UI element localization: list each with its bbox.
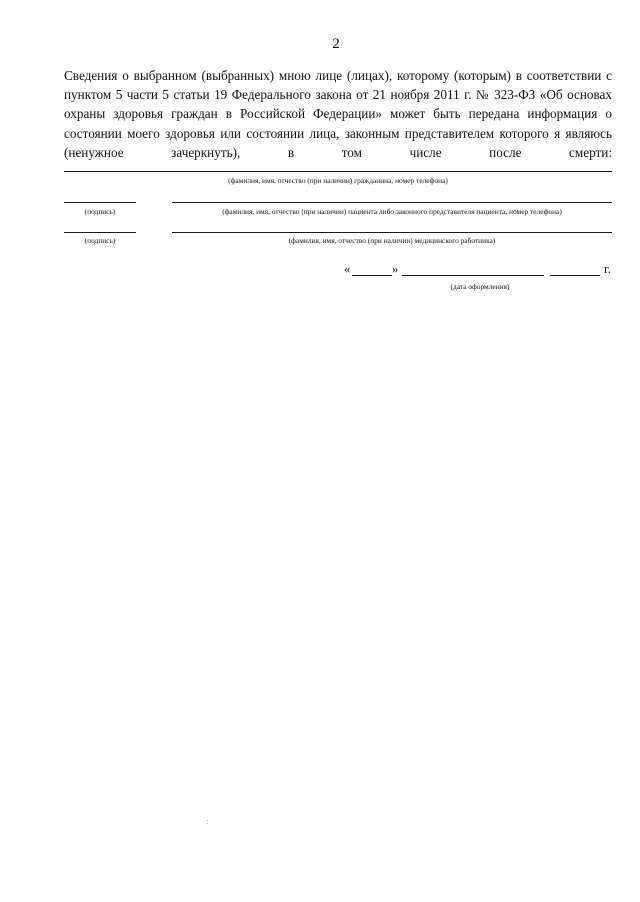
- signature-caption-1: (подпись): [84, 207, 116, 216]
- signature-caption-2: (подпись): [84, 236, 116, 245]
- page-number: 2: [332, 36, 340, 52]
- medical-worker-name-caption: (фамилия, имя, отчество (при наличии) медицинского работника): [288, 236, 496, 245]
- medical-worker-name-line[interactable]: [172, 232, 612, 233]
- citizen-name-line[interactable]: [64, 171, 612, 172]
- date-year-line[interactable]: [550, 275, 600, 276]
- date-row: [340, 262, 615, 278]
- signature-line-1[interactable]: [64, 202, 136, 203]
- date-open-quote: «: [344, 262, 351, 276]
- signature-line-2[interactable]: [64, 232, 136, 233]
- date-year-suffix: г.: [604, 262, 611, 276]
- date-close-quote: »: [392, 262, 399, 276]
- consent-paragraph: Сведения о выбранном (выбранных) мною лице (лицах), которому (которым) в соответствии с пунктом 5 части 5 статьи 19 Федерального закона от 21 ноября 2011 г. № 323-ФЗ «Об основах охраны здоровья граждан в Российской Федерации» может быть передана информация о состоянии моего здоровья или состоянии лица, законным представителем которого я являюсь (ненужное зачеркнуть), в том числе после смерти:: [64, 68, 612, 160]
- citizen-name-caption: (фамилия, имя, отчество (при наличии) гражданина, номер телефона): [228, 176, 448, 185]
- patient-name-line[interactable]: [172, 202, 612, 203]
- date-day-line[interactable]: [352, 275, 392, 276]
- patient-name-caption: (фамилия, имя, отчество (при наличии) пациента либо законного представителя пациента, номер телефона): [222, 207, 562, 216]
- date-month-line[interactable]: [402, 275, 544, 276]
- date-caption: (дата оформления): [450, 282, 510, 291]
- scan-speck: [207, 820, 208, 821]
- scan-speck: [207, 823, 208, 824]
